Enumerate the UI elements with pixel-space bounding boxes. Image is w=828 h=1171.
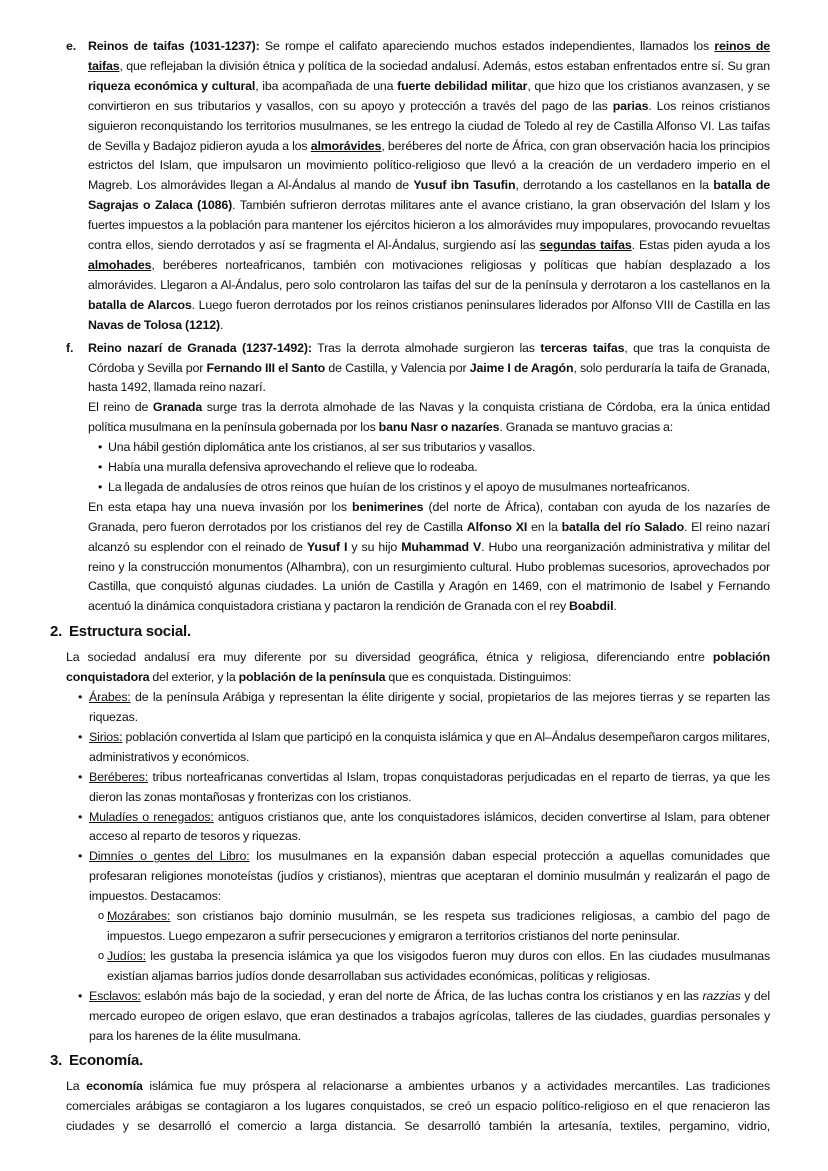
section-title: Estructura social.: [69, 623, 191, 641]
text-run: , derrotando a los castellanos en la: [515, 178, 714, 193]
bullet-item: [98, 478, 770, 498]
bullet-icon: •: [78, 729, 83, 744]
text-run: razzias: [702, 988, 741, 1003]
sub-bullet-item: [98, 907, 770, 947]
text-run: . Luego fueron derrotados por los reinos cristianos peninsulares liderados por Alfonso VIII de Castilla en las: [191, 297, 770, 312]
bullet-item: [78, 847, 770, 907]
bullet-item: [98, 438, 770, 458]
text-run: tribus norteafricanas convertidas al Islam, tropas conquistadoras perjudicadas en el reparto de tierras, ya que les dieron las zonas montañosas y fronterizas con los cristianos.: [89, 769, 770, 804]
text-run: . Granada se mantuvo gracias a:: [499, 420, 674, 435]
section-title: Economía.: [69, 1052, 144, 1070]
bullet-item: [78, 987, 770, 1047]
bullet-icon: •: [78, 988, 83, 1003]
underlined-term: Sirios:: [89, 729, 123, 744]
bullet-icon: o: [98, 910, 104, 923]
bullet-item: [78, 808, 770, 848]
text-run: Había una muralla defensiva aprovechando el relieve que lo rodeaba.: [108, 460, 478, 475]
bold-term: Muhammad V: [401, 539, 482, 554]
text-run: . Estas piden ayuda a los: [631, 238, 771, 253]
text-run: les gustaba la presencia islámica ya que los visigodos fueron muy duros con ellos. En las ciudades musulmanas existían aljamas barrios judíos donde desarrollaban sus actividades económicas, políticas y religiosas.: [107, 948, 770, 983]
underlined-term: Beréberes:: [89, 769, 149, 784]
bold-term: Yusuf I: [306, 539, 348, 554]
bold-term: economía: [86, 1079, 143, 1094]
text-run: . Los reinos cristianos siguieron reconquistando los territorios musulmanes, se les entrego la ciudad de Toledo al rey de Castilla Alfonso VI. Las taifas de Sevilla y Badajoz pidieron ayuda a los: [88, 98, 770, 153]
text-run: , beréberes norteafricanos, también con motivaciones religiosas y políticas que habían desplazado a los almorávides. Llegaron a Al-Ándalus, pero solo controlaron las taifas del sur de la península y derrotaron a los castellanos en la: [88, 257, 770, 292]
text-run: . El reino nazarí alcanzó su esplendor con el reinado de: [88, 519, 770, 554]
text-run: , beréberes del norte de África, con gran observación hacia los principios estrictos del Islam, que impulsaron un movimiento político-religioso que llevó a la creación de un verdadero imperio en el Magreb. Los almorávides llegan a Al-Ándalus al mando de: [88, 138, 770, 193]
bullet-icon: •: [98, 440, 103, 455]
bold-term: parias: [612, 98, 649, 113]
text-run: , que reflejaban la división étnica y política de la sociedad andalusí. Además, estos estaban enfrentados entre sí. Su gran: [119, 58, 770, 73]
list-item: [66, 37, 771, 336]
text-run: En esta etapa hay una nueva invasión por los: [88, 499, 353, 514]
text-run: , solo perduraría la taifa de Granada, hasta 1492, llamada reino nazarí.: [88, 360, 770, 395]
bullet-item: [98, 458, 770, 478]
text-run: . También sufrieron derrotas militares ante el avance cristiano, la gran observación del Islam y los fuertes impuestos a la población para mantener los ejércitos hicieron a los almorávides muy impopulares, provocando revueltas contra ellos, siendo derrotados y así se fragmenta el Al-Ándalus, surgiendo así las: [88, 198, 770, 253]
underlined-term: Esclavos:: [89, 988, 141, 1003]
bold-term: Navas de Tolosa (1212): [88, 317, 220, 332]
bold-term: Reinos de taifas (1031-1237):: [88, 39, 260, 53]
text-run: del exterior, y la: [149, 670, 239, 685]
text-run: El reino de: [88, 400, 153, 415]
bold-term: Fernando III el Santo: [206, 360, 326, 375]
bold-term: almohades: [88, 257, 152, 272]
text-run: en la: [527, 519, 562, 534]
text-run: La: [66, 1079, 87, 1094]
paragraph: [88, 398, 770, 438]
bold-term: Reino nazarí de Granada (1237-1492):: [88, 340, 312, 355]
text-run: , que tras la conquista de Córdoba y Sevilla por: [88, 340, 770, 375]
text-run: surge tras la derrota almohade de las Navas y la conquista cristiana de Córdoba, era la única entidad política musulmana en la península gobernada por los: [88, 400, 770, 435]
text-run: los musulmanes en la expansión daban especial protección a aquellas comunidades que profesaran religiones monoteístas (judíos y cristianos), mientras que aceptaran el dominio musulmán y realizarán el pago de impuestos. Destacamos:: [89, 849, 770, 904]
bullet-icon: o: [98, 949, 104, 962]
underlined-term: Mozárabes:: [107, 909, 171, 924]
section-heading: [50, 1050, 828, 1072]
text-run: Una hábil gestión diplomática ante los cristianos, al ser sus tributarios y vasallos.: [108, 440, 536, 455]
section-number: 3.: [50, 1052, 63, 1070]
sub-bullet-item: [98, 947, 770, 987]
underlined-term: Judíos:: [107, 948, 146, 963]
text-run: La sociedad andalusí era muy diferente por su diversidad geográfica, étnica y religiosa, diferenciando entre: [66, 650, 713, 665]
bullet-icon: •: [98, 479, 103, 494]
bullet-icon: •: [78, 690, 83, 705]
text-run: .: [613, 599, 617, 614]
text-run: que es conquistada. Distinguimos:: [385, 670, 572, 685]
text-run: , iba acompañada de una: [255, 78, 398, 93]
paragraph: [66, 648, 770, 688]
bold-term: reinos de taifas: [88, 39, 770, 73]
paragraph: [88, 498, 770, 617]
bold-term: benimerines: [352, 499, 424, 514]
bullet-icon: •: [98, 460, 103, 475]
text-run: (del norte de África), contaban con ayuda de los nazaríes de Granada, pero fueron derrotados por los cristianos del rey de Castilla: [88, 499, 770, 534]
bold-term: banu Nasr o nazaríes: [378, 420, 500, 435]
bold-term: Boabdil: [568, 599, 614, 614]
bold-term: segundas taifas: [539, 238, 632, 253]
bullet-item: [78, 688, 770, 728]
text-run: . Hubo una reorganización administrativa y militar del reino y la construcción monumentos (Alhambra), con un resurgimiento cultural. Hubo problemas sucesorios, aprovechados por Castilla, que conquistó algunas ciudades. La unión de Castilla y Aragón en 1469, con el matrimonio de Isabel y Fernando acentuó la dinámica conquistadora cristiana y pactaron la rendición de Granada con el rey: [88, 539, 770, 614]
bullet-icon: •: [78, 769, 83, 784]
text-run: La llegada de andalusíes de otros reinos que huían de los cristinos y el apoyo de musulmanes norteafricanos.: [108, 479, 691, 494]
bold-term: batalla de Alarcos: [88, 297, 192, 312]
text-run: Se rompe el califato apareciendo muchos estados independientes, llamados los: [259, 39, 715, 53]
list-marker: f.: [66, 340, 74, 355]
bold-term: Alfonso XI: [466, 519, 528, 534]
text-run: antiguos cristianos que, ante los conquistadores islámicos, deciden convertirse al Islam, para obtener acceso al reparto de tesoros y riquezas.: [89, 809, 770, 844]
bold-term: almorávides: [310, 138, 382, 153]
bullet-item: [78, 728, 770, 768]
text-run: de la península Arábiga y representan la élite dirigente y social, propietarios de las mejores tierras y se reparten las riquezas.: [89, 690, 770, 724]
bold-term: población conquistadora: [66, 650, 770, 685]
text-run: población convertida al Islam que participó en la conquista islámica y que en Al–Ándalus desempeñaron cargos militares, administrativos y económicos.: [89, 729, 770, 764]
text-run: .: [219, 317, 224, 332]
bold-term: riqueza económica y cultural: [88, 78, 256, 93]
bold-term: fuerte debilidad militar: [397, 78, 528, 93]
paragraph: [66, 1077, 770, 1137]
text-run: Tras la derrota almohade surgieron las: [311, 340, 541, 355]
bullet-item: [78, 768, 770, 808]
list-item: [66, 339, 770, 399]
text-run: , que hizo que los cristianos avanzasen, y se convirtieron en sus tributarios y vasallos, con su apoyo y protección a través del pago de las: [88, 78, 770, 113]
document-page: [0, 37, 828, 1137]
underlined-term: Dimníes o gentes del Libro:: [89, 849, 250, 864]
bold-term: Yusuf ibn Tasufin: [413, 178, 516, 193]
bullet-icon: •: [78, 849, 83, 864]
section-number: 2.: [50, 623, 63, 641]
section-heading: [50, 621, 828, 643]
bold-term: batalla del río Salado: [561, 519, 684, 534]
bold-term: Granada: [152, 400, 203, 415]
text-run: y del mercado europeo de origen eslavo, que eran destinados a trabajos agrícolas, talleres de las ciudades, guardias personales y para los harenes de la élite musulmana.: [89, 988, 770, 1043]
text-run: de Castilla, y Valencia por: [325, 360, 470, 375]
underlined-term: Muladíes o renegados:: [89, 809, 214, 824]
bold-term: batalla de Sagrajas o Zalaca (1086): [88, 178, 771, 213]
text-run: islámica fue muy próspera al relacionarse a ambientes urbanos y a actividades mercantiles. Las tradiciones comerciales arábigas se contagiaron a los lugares conquistados, se creó un espacio político-religioso en el que renacieron las ciudades y se desarrolló el comercio a larga distancia. Se desarrolló también la artesanía, textiles, pergamino, vidrio,: [66, 1079, 770, 1134]
bold-term: terceras taifas: [540, 340, 625, 355]
bold-term: Jaime I de Aragón: [469, 360, 574, 375]
text-run: son cristianos bajo dominio musulmán, se les respeta sus tradiciones religiosas, a cambio del pago de impuestos. Luego empezaron a sufrir persecuciones y emigraron a territorios cristianos del norte peninsular.: [107, 909, 770, 943]
text-run: y su hijo: [347, 539, 402, 554]
list-marker: e.: [66, 39, 77, 53]
text-run: eslabón más bajo de la sociedad, y eran del norte de África, de las luchas contra los cristianos y en las: [140, 988, 703, 1003]
underlined-term: Árabes:: [89, 690, 131, 705]
bold-term: población de la península: [238, 670, 386, 685]
bullet-icon: •: [78, 809, 83, 824]
